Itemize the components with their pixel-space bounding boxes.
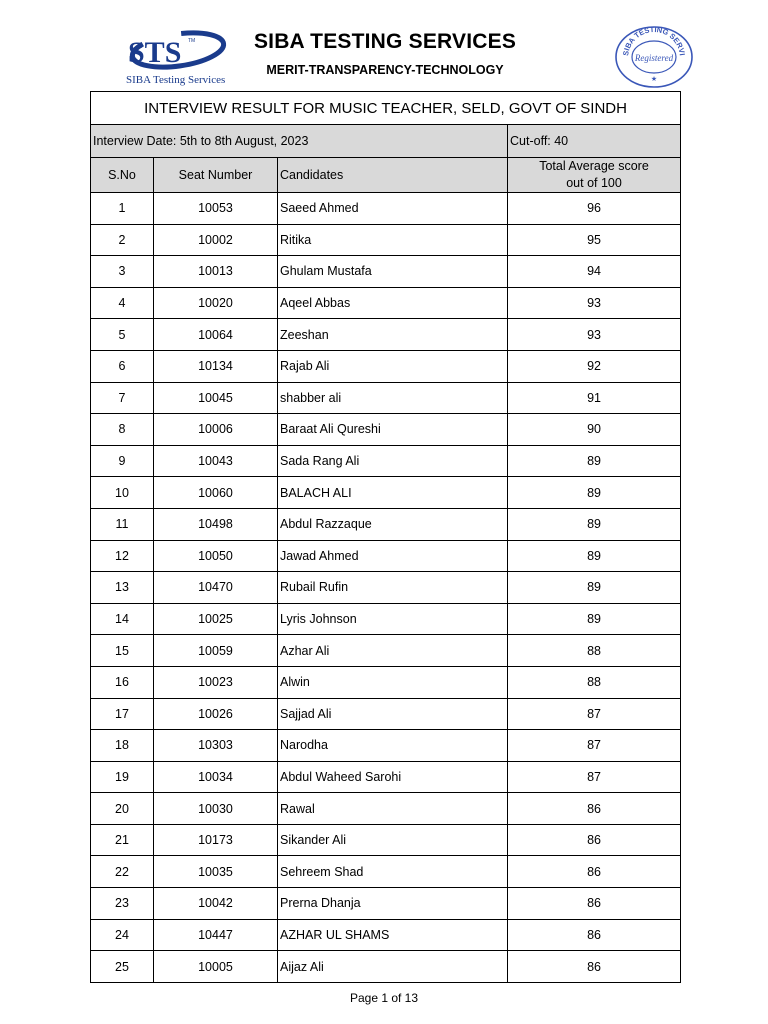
serial-number-cell: 3 bbox=[91, 256, 154, 288]
seal-center-text: Registered bbox=[634, 53, 674, 63]
score-cell: 91 bbox=[508, 382, 681, 414]
seat-number-cell: 10043 bbox=[154, 445, 278, 477]
interview-date: Interview Date: 5th to 8th August, 2023 bbox=[91, 125, 508, 158]
score-cell: 86 bbox=[508, 824, 681, 856]
candidate-name-cell: Narodha bbox=[278, 730, 508, 762]
table-row bbox=[91, 666, 681, 698]
candidate-name-cell: Sajjad Ali bbox=[278, 698, 508, 730]
seat-number-cell: 10134 bbox=[154, 350, 278, 382]
table-row bbox=[91, 193, 681, 225]
sts-logo bbox=[122, 28, 232, 90]
seat-number-cell: 10045 bbox=[154, 382, 278, 414]
score-cell: 92 bbox=[508, 350, 681, 382]
table-title: INTERVIEW RESULT FOR MUSIC TEACHER, SELD, GOVT OF SINDH bbox=[91, 92, 681, 125]
serial-number-cell: 21 bbox=[91, 824, 154, 856]
serial-number-cell: 10 bbox=[91, 477, 154, 509]
seat-number-cell: 10030 bbox=[154, 793, 278, 825]
table-row bbox=[91, 382, 681, 414]
candidate-name-cell: Saeed Ahmed bbox=[278, 193, 508, 225]
candidate-name-cell: Aqeel Abbas bbox=[278, 287, 508, 319]
seat-number-cell: 10034 bbox=[154, 761, 278, 793]
serial-number-cell: 6 bbox=[91, 350, 154, 382]
candidate-name-cell: BALACH ALI bbox=[278, 477, 508, 509]
score-header-line1: Total Average score bbox=[539, 159, 649, 173]
seat-number-cell: 10006 bbox=[154, 414, 278, 446]
column-header-candidates: Candidates bbox=[278, 158, 508, 193]
seat-number-cell: 10498 bbox=[154, 508, 278, 540]
serial-number-cell: 13 bbox=[91, 572, 154, 604]
score-cell: 88 bbox=[508, 666, 681, 698]
serial-number-cell: 9 bbox=[91, 445, 154, 477]
serial-number-cell: 15 bbox=[91, 635, 154, 667]
candidate-name-cell: Jawad Ahmed bbox=[278, 540, 508, 572]
table-row bbox=[91, 445, 681, 477]
candidate-name-cell: shabber ali bbox=[278, 382, 508, 414]
candidate-name-cell: Baraat Ali Qureshi bbox=[278, 414, 508, 446]
table-row bbox=[91, 793, 681, 825]
candidate-name-cell: Rajab Ali bbox=[278, 350, 508, 382]
seat-number-cell: 10173 bbox=[154, 824, 278, 856]
seat-number-cell: 10035 bbox=[154, 856, 278, 888]
table-row bbox=[91, 414, 681, 446]
score-cell: 86 bbox=[508, 856, 681, 888]
seat-number-cell: 10447 bbox=[154, 919, 278, 951]
score-cell: 89 bbox=[508, 540, 681, 572]
candidate-name-cell: Zeeshan bbox=[278, 319, 508, 351]
seat-number-cell: 10053 bbox=[154, 193, 278, 225]
score-cell: 87 bbox=[508, 761, 681, 793]
serial-number-cell: 24 bbox=[91, 919, 154, 951]
column-header-seat: Seat Number bbox=[154, 158, 278, 193]
sts-logo-icon bbox=[122, 28, 228, 74]
candidate-name-cell: Lyris Johnson bbox=[278, 603, 508, 635]
result-table bbox=[90, 91, 681, 983]
serial-number-cell: 18 bbox=[91, 730, 154, 762]
candidate-name-cell: Abdul Razzaque bbox=[278, 508, 508, 540]
logo-subtitle: SIBA Testing Services bbox=[126, 74, 226, 86]
table-row bbox=[91, 287, 681, 319]
candidate-name-cell: Ghulam Mustafa bbox=[278, 256, 508, 288]
score-cell: 95 bbox=[508, 224, 681, 256]
seat-number-cell: 10470 bbox=[154, 572, 278, 604]
table-row bbox=[91, 824, 681, 856]
seal-icon bbox=[612, 24, 696, 88]
serial-number-cell: 14 bbox=[91, 603, 154, 635]
candidate-name-cell: Prerna Dhanja bbox=[278, 888, 508, 920]
seat-number-cell: 10026 bbox=[154, 698, 278, 730]
serial-number-cell: 16 bbox=[91, 666, 154, 698]
table-row bbox=[91, 635, 681, 667]
serial-number-cell: 4 bbox=[91, 287, 154, 319]
seat-number-cell: 10005 bbox=[154, 951, 278, 983]
table-row bbox=[91, 730, 681, 762]
score-cell: 94 bbox=[508, 256, 681, 288]
candidate-name-cell: Alwin bbox=[278, 666, 508, 698]
seat-number-cell: 10002 bbox=[154, 224, 278, 256]
candidate-name-cell: Azhar Ali bbox=[278, 635, 508, 667]
table-row bbox=[91, 919, 681, 951]
seat-number-cell: 10064 bbox=[154, 319, 278, 351]
organization-tagline: MERIT-TRANSPARENCY-TECHNOLOGY bbox=[266, 63, 504, 77]
seat-number-cell: 10025 bbox=[154, 603, 278, 635]
score-cell: 96 bbox=[508, 193, 681, 225]
serial-number-cell: 7 bbox=[91, 382, 154, 414]
score-cell: 93 bbox=[508, 319, 681, 351]
result-rows bbox=[91, 193, 681, 983]
score-cell: 90 bbox=[508, 414, 681, 446]
logo-text: STS bbox=[128, 36, 182, 69]
column-header-score bbox=[508, 158, 681, 193]
serial-number-cell: 12 bbox=[91, 540, 154, 572]
candidate-name-cell: Rubail Rufin bbox=[278, 572, 508, 604]
serial-number-cell: 8 bbox=[91, 414, 154, 446]
table-row bbox=[91, 856, 681, 888]
seat-number-cell: 10059 bbox=[154, 635, 278, 667]
serial-number-cell: 22 bbox=[91, 856, 154, 888]
table-row bbox=[91, 888, 681, 920]
table-row bbox=[91, 572, 681, 604]
serial-number-cell: 11 bbox=[91, 508, 154, 540]
score-cell: 86 bbox=[508, 793, 681, 825]
seal-star-icon: ★ bbox=[650, 76, 658, 83]
candidate-name-cell: Abdul Waheed Sarohi bbox=[278, 761, 508, 793]
score-cell: 89 bbox=[508, 477, 681, 509]
table-row bbox=[91, 508, 681, 540]
seat-number-cell: 10050 bbox=[154, 540, 278, 572]
table-row bbox=[91, 951, 681, 983]
seat-number-cell: 10020 bbox=[154, 287, 278, 319]
candidate-name-cell: Sikander Ali bbox=[278, 824, 508, 856]
score-cell: 93 bbox=[508, 287, 681, 319]
seal-ring-text: SIBA TESTING SERVI bbox=[621, 24, 687, 57]
table-row bbox=[91, 761, 681, 793]
candidate-name-cell: Sada Rang Ali bbox=[278, 445, 508, 477]
table-row bbox=[91, 350, 681, 382]
serial-number-cell: 25 bbox=[91, 951, 154, 983]
table-row bbox=[91, 256, 681, 288]
seat-number-cell: 10060 bbox=[154, 477, 278, 509]
candidate-name-cell: Aijaz Ali bbox=[278, 951, 508, 983]
score-cell: 89 bbox=[508, 508, 681, 540]
score-cell: 89 bbox=[508, 603, 681, 635]
logo-trademark: TM bbox=[188, 38, 196, 44]
score-cell: 87 bbox=[508, 698, 681, 730]
score-header-line2: out of 100 bbox=[566, 176, 622, 190]
organization-title: SIBA TESTING SERVICES bbox=[253, 30, 517, 53]
table-row bbox=[91, 540, 681, 572]
score-cell: 88 bbox=[508, 635, 681, 667]
score-cell: 86 bbox=[508, 919, 681, 951]
page-number: Page 1 of 13 bbox=[349, 991, 419, 1005]
score-cell: 86 bbox=[508, 951, 681, 983]
serial-number-cell: 1 bbox=[91, 193, 154, 225]
score-cell: 89 bbox=[508, 572, 681, 604]
seat-number-cell: 10042 bbox=[154, 888, 278, 920]
serial-number-cell: 23 bbox=[91, 888, 154, 920]
seat-number-cell: 10013 bbox=[154, 256, 278, 288]
serial-number-cell: 5 bbox=[91, 319, 154, 351]
seat-number-cell: 10023 bbox=[154, 666, 278, 698]
score-cell: 87 bbox=[508, 730, 681, 762]
column-header-sno: S.No bbox=[91, 158, 154, 193]
candidate-name-cell: Sehreem Shad bbox=[278, 856, 508, 888]
table-row bbox=[91, 698, 681, 730]
table-row bbox=[91, 224, 681, 256]
score-cell: 89 bbox=[508, 445, 681, 477]
serial-number-cell: 2 bbox=[91, 224, 154, 256]
table-row bbox=[91, 477, 681, 509]
candidate-name-cell: Ritika bbox=[278, 224, 508, 256]
table-row bbox=[91, 319, 681, 351]
serial-number-cell: 20 bbox=[91, 793, 154, 825]
candidate-name-cell: Rawal bbox=[278, 793, 508, 825]
seat-number-cell: 10303 bbox=[154, 730, 278, 762]
serial-number-cell: 19 bbox=[91, 761, 154, 793]
registered-seal bbox=[612, 24, 696, 88]
score-cell: 86 bbox=[508, 888, 681, 920]
candidate-name-cell: AZHAR UL SHAMS bbox=[278, 919, 508, 951]
cutoff-score: Cut-off: 40 bbox=[508, 125, 681, 158]
serial-number-cell: 17 bbox=[91, 698, 154, 730]
table-row bbox=[91, 603, 681, 635]
